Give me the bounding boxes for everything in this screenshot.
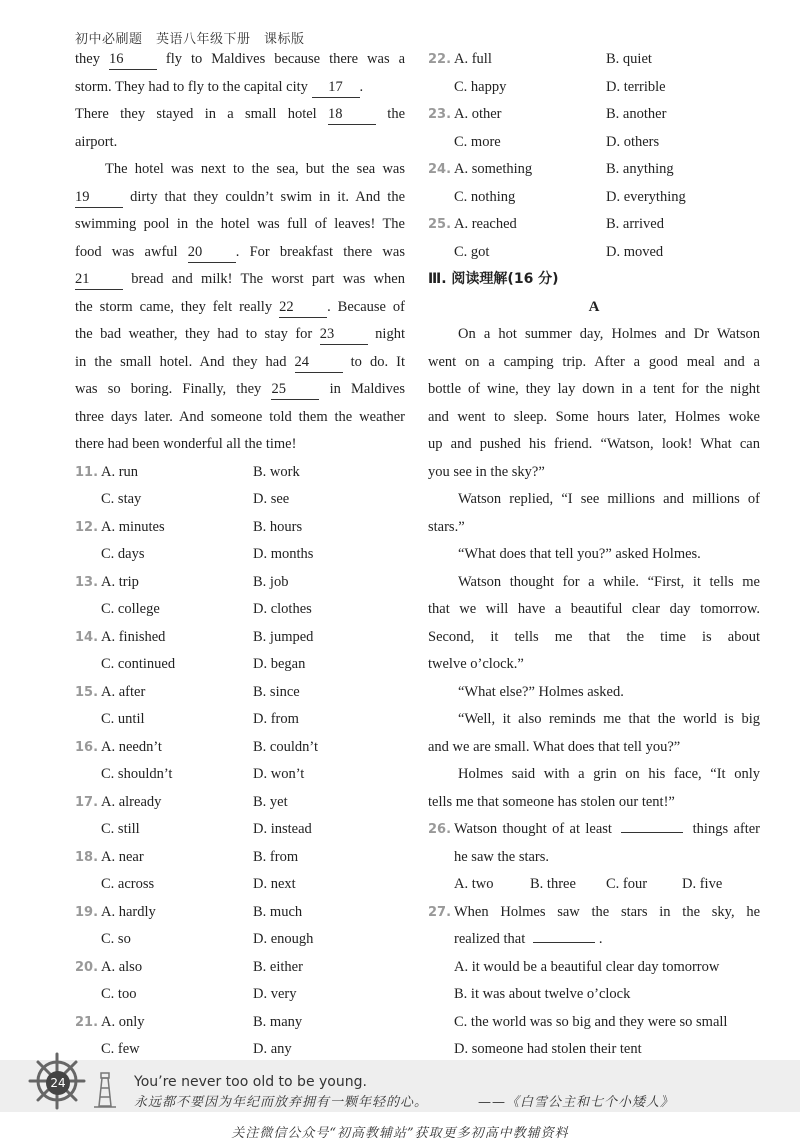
question-number: 12. <box>75 519 99 535</box>
option-d: D. any <box>253 1041 292 1057</box>
passage-text: in Maldives <box>319 381 405 397</box>
option-a: A. needn’t <box>101 738 162 755</box>
blank-number: 25 <box>271 379 319 400</box>
blank-number: 19 <box>75 187 123 208</box>
option-row <box>75 926 405 954</box>
question-26 <box>428 816 760 844</box>
option-b: B. since <box>253 683 300 700</box>
passage-line: went on a camping trip. After a good meal and a <box>428 353 760 370</box>
passage-text: three days later. And someone told them the weather <box>75 408 405 425</box>
question-item <box>75 954 405 1009</box>
option-row <box>75 459 405 487</box>
option-d: D. see <box>253 491 290 507</box>
option-a: A. near <box>101 848 144 865</box>
question-item <box>75 459 405 514</box>
passage-text: food was awful <box>75 243 188 260</box>
option-d: D. from <box>253 711 299 727</box>
option-c: C. college <box>101 601 160 617</box>
option-c: C. got <box>454 243 490 260</box>
option-c: C. few <box>101 1041 140 1057</box>
option-a: A. full <box>454 51 492 67</box>
question-number: 23. <box>428 107 452 122</box>
option-row <box>428 156 760 184</box>
option-row <box>428 46 760 74</box>
option-a: A. hardly <box>101 903 156 920</box>
option-c: C. still <box>101 821 140 837</box>
question-number: 27. <box>428 904 452 920</box>
passage-label: A <box>588 298 600 315</box>
indent-spacer <box>428 184 454 212</box>
option-a: A. run <box>101 463 139 480</box>
passage-line <box>75 376 405 404</box>
option-row <box>428 211 760 239</box>
blank-number: 18 <box>328 104 376 125</box>
quote-chinese: 永远都不要因为年纪而放弃拥有一颗年轻的心。 <box>134 1095 429 1110</box>
option-a: A. also <box>101 958 143 975</box>
blank-number: 17 <box>312 77 360 98</box>
option-a: A. other <box>454 106 502 122</box>
question-number: 15. <box>75 684 99 700</box>
question-item <box>75 1009 405 1064</box>
passage-line <box>75 156 405 184</box>
question-number: 16. <box>75 739 99 755</box>
question-text: things after <box>692 821 761 837</box>
question-number: 13. <box>75 574 99 590</box>
passage-text: . Because of <box>327 298 405 315</box>
question-text: . <box>598 931 603 947</box>
blank-number: 16 <box>109 49 157 70</box>
passage-line: “What else?” Holmes asked. <box>458 683 624 700</box>
option-b: B. much <box>253 903 303 920</box>
option-d: D. began <box>253 656 306 672</box>
cloze-passage <box>75 46 405 459</box>
option-c: C. across <box>101 876 155 892</box>
option-b: B. job <box>253 573 289 590</box>
option-row <box>75 899 405 927</box>
question-item <box>75 514 405 569</box>
option-c: C. continued <box>101 656 176 672</box>
option-c: C. more <box>454 133 501 150</box>
passage-line <box>75 211 405 239</box>
question-item <box>428 46 760 101</box>
option-a: A. finished <box>101 628 166 645</box>
passage-text: the bad weather, they had to stay for <box>75 326 320 342</box>
passage-line: “Well, it also reminds me that the world is big <box>458 711 760 727</box>
passage-text: night <box>367 326 405 342</box>
passage-line <box>75 74 405 102</box>
passage-line: stars.” <box>428 518 465 535</box>
passage-text: airport. <box>75 133 118 150</box>
question-number: 19. <box>75 904 99 920</box>
option-a: A. something <box>454 161 533 177</box>
option-c: C. too <box>101 986 137 1002</box>
left-column <box>75 46 405 1064</box>
option-row <box>75 679 405 707</box>
question-item <box>75 679 405 734</box>
section-title: Ⅲ. 阅读理解(16 分) <box>428 271 559 287</box>
option-d: D. five <box>682 876 723 892</box>
passage-text: the <box>376 106 405 122</box>
passage-line: twelve o’clock.” <box>428 656 524 672</box>
option-row <box>75 651 405 679</box>
option-a: A. reached <box>454 216 517 232</box>
question-26-options <box>428 871 760 899</box>
blank-number: 22 <box>279 297 327 318</box>
bottom-note: 关注微信公众号“初高教辅站”获取更多初高中教辅资料 <box>231 1126 569 1141</box>
indent-spacer <box>75 761 101 789</box>
option-b: B. three <box>530 876 576 892</box>
option-d: D. someone had stolen their tent <box>454 1041 642 1057</box>
passage-line: up and pushed his friend. “Watson, look! What can <box>428 436 760 452</box>
question-number: 11. <box>75 464 99 480</box>
passage-line: Watson thought for a while. “First, it tells me <box>458 573 760 590</box>
option-a: A. already <box>101 793 162 810</box>
question-item <box>428 211 760 266</box>
option-c: C. shouldn’t <box>101 766 173 782</box>
option-b: B. work <box>253 463 300 480</box>
indent-spacer <box>75 871 101 899</box>
question-text: Watson thought of at least <box>454 821 612 837</box>
option-b: B. hours <box>253 518 303 535</box>
passage-line <box>75 129 405 157</box>
passage-text: There they stayed in a small hotel <box>75 106 328 122</box>
passage-text: fly to Maldives because there was a <box>156 51 405 67</box>
page-header: 初中必刷题 英语八年级下册 课标版 <box>75 32 305 47</box>
question-item <box>428 101 760 156</box>
passage-line <box>75 321 405 349</box>
passage-text: . For breakfast there was <box>235 243 405 260</box>
option-b: B. many <box>253 1013 303 1030</box>
passage-line <box>75 294 405 322</box>
reading-passage <box>428 321 760 816</box>
option-row <box>75 569 405 597</box>
option-row <box>75 624 405 652</box>
option-d: D. next <box>253 876 296 892</box>
question-item <box>75 899 405 954</box>
passage-text: swimming pool in the hotel was full of leaves! The <box>75 216 405 232</box>
question-number: 17. <box>75 794 99 810</box>
option-row <box>75 789 405 817</box>
option-c: C. days <box>101 546 145 562</box>
option-b: B. couldn’t <box>253 738 318 755</box>
option-b: B. either <box>253 958 303 975</box>
option-row <box>75 761 405 789</box>
passage-line <box>75 431 405 459</box>
option-b: B. quiet <box>606 51 652 67</box>
question-item <box>75 734 405 789</box>
option-b: B. it was about twelve o’clock <box>454 986 631 1002</box>
passage-line: Watson replied, “I see millions and millions of <box>458 491 760 507</box>
blank-number: 20 <box>188 242 236 263</box>
option-row <box>75 541 405 569</box>
option-row <box>75 844 405 872</box>
option-d: D. very <box>253 986 297 1002</box>
passage-line <box>75 266 405 294</box>
indent-spacer <box>75 486 101 514</box>
passage-text: . <box>359 78 364 95</box>
option-c: C. until <box>101 711 145 727</box>
option-row <box>75 871 405 899</box>
passage-line <box>75 101 405 129</box>
passage-line: and went to sleep. Some hours later, Holmes woke <box>428 408 760 425</box>
option-b: B. jumped <box>253 628 314 645</box>
passage-text: dirty that they couldn’t swim in it. And the <box>123 188 405 205</box>
option-row <box>428 101 760 129</box>
option-d: D. others <box>606 133 660 150</box>
blank-number: 23 <box>320 324 368 345</box>
question-item <box>428 156 760 211</box>
passage-text: there had been wonderful all the time! <box>75 436 297 452</box>
question-text-continued: he saw the stars. <box>454 848 550 865</box>
passage-text: in the small hotel. And they had <box>75 353 295 370</box>
passage-text: storm. They had to fly to the capital city <box>75 78 312 95</box>
option-row <box>428 184 760 212</box>
option-row <box>75 816 405 844</box>
option-row <box>75 596 405 624</box>
option-row <box>75 981 405 1009</box>
option-a: A. trip <box>101 573 139 590</box>
question-item <box>75 624 405 679</box>
passage-line: bottle of wine, they lay down in a tent for the night <box>428 381 760 397</box>
blank-number: 21 <box>75 269 123 290</box>
quote-english: You’re never too old to be young. <box>134 1074 367 1090</box>
option-b: B. arrived <box>606 216 664 232</box>
option-d: D. clothes <box>253 601 312 617</box>
passage-line <box>75 184 405 212</box>
question-number: 21. <box>75 1014 99 1030</box>
passage-text: was so boring. Finally, they <box>75 381 272 397</box>
passage-line: that we will have a beautiful clear day tomorrow. <box>428 601 760 617</box>
indent-spacer <box>428 239 454 267</box>
question-item <box>75 789 405 844</box>
option-a: A. two <box>454 876 494 892</box>
question-number: 14. <box>75 629 99 645</box>
indent-spacer <box>75 816 101 844</box>
option-d: D. terrible <box>606 78 666 95</box>
lighthouse-icon <box>92 1070 118 1110</box>
question-number: 20. <box>75 959 99 975</box>
option-c: C. nothing <box>454 188 516 205</box>
indent-spacer <box>75 706 101 734</box>
question-item <box>75 844 405 899</box>
question-number: 22. <box>428 52 452 67</box>
indent-spacer <box>75 651 101 679</box>
option-c: C. so <box>101 931 131 947</box>
option-a: A. it would be a beautiful clear day tomorrow <box>454 958 720 975</box>
option-c: C. stay <box>101 491 142 507</box>
passage-line <box>75 46 405 74</box>
option-b: B. from <box>253 848 299 865</box>
option-row <box>75 1009 405 1037</box>
quote-source: ——《白雪公主和七个小矮人》 <box>478 1095 675 1110</box>
passage-line <box>75 349 405 377</box>
left-question-list <box>75 459 405 1064</box>
passage-text: bread and milk! The worst part was when <box>123 271 405 287</box>
indent-spacer <box>75 981 101 1009</box>
blank-number: 24 <box>295 352 343 373</box>
option-row <box>75 734 405 762</box>
indent-spacer <box>75 541 101 569</box>
option-a: A. minutes <box>101 518 165 535</box>
right-column <box>428 46 760 1064</box>
option-c: C. happy <box>454 78 507 95</box>
answer-blank <box>621 817 683 833</box>
option-c: C. four <box>606 876 648 892</box>
passage-line: “What does that tell you?” asked Holmes. <box>458 546 701 562</box>
question-number: 18. <box>75 849 99 865</box>
passage-line: and we are small. What does that tell you?” <box>428 738 681 755</box>
option-d: D. everything <box>606 188 686 205</box>
question-text: realized that <box>454 931 526 947</box>
passage-line: On a hot summer day, Holmes and Dr Watson <box>458 326 760 342</box>
passage-text: they <box>75 51 109 67</box>
option-row <box>428 129 760 157</box>
right-question-list <box>428 46 760 266</box>
option-row <box>428 239 760 267</box>
passage-text: The hotel was next to the sea, but the sea was <box>105 161 405 177</box>
option-a: A. only <box>101 1013 145 1030</box>
option-d: D. instead <box>253 821 312 837</box>
indent-spacer <box>428 129 454 157</box>
option-row <box>428 74 760 102</box>
option-c: C. the world was so big and they were so small <box>454 1013 728 1030</box>
question-item <box>75 569 405 624</box>
option-d: D. won’t <box>253 766 305 782</box>
question-text: When Holmes saw the stars in the sky, he <box>454 903 760 920</box>
option-b: B. another <box>606 106 667 122</box>
indent-spacer <box>428 74 454 102</box>
option-row <box>75 706 405 734</box>
question-number: 26. <box>428 822 452 837</box>
option-d: D. months <box>253 546 314 562</box>
indent-spacer <box>75 596 101 624</box>
option-row <box>75 514 405 542</box>
indent-spacer <box>75 926 101 954</box>
passage-line <box>75 404 405 432</box>
passage-line <box>75 239 405 267</box>
question-text-continued <box>428 926 760 954</box>
option-a: A. after <box>101 683 146 700</box>
question-number: 24. <box>428 162 452 177</box>
passage-text: the storm came, they felt really <box>75 298 280 315</box>
passage-line: Holmes said with a grin on his face, “It only <box>458 766 760 782</box>
option-d: D. enough <box>253 931 314 947</box>
option-b: B. anything <box>606 161 674 177</box>
passage-line: you see in the sky?” <box>428 463 545 480</box>
passage-line: tells me that someone has stolen our tent!” <box>428 793 675 810</box>
passage-text: to do. It <box>342 353 405 370</box>
question-27-options <box>428 954 760 1064</box>
option-b: B. yet <box>253 793 288 810</box>
question-27 <box>428 899 760 927</box>
option-row <box>75 486 405 514</box>
page-number: 24 <box>46 1071 70 1095</box>
option-row <box>75 954 405 982</box>
option-d: D. moved <box>606 243 664 260</box>
passage-line: Second, it tells me that the time is about <box>428 628 760 645</box>
question-number: 25. <box>428 217 452 232</box>
answer-blank <box>533 927 595 943</box>
